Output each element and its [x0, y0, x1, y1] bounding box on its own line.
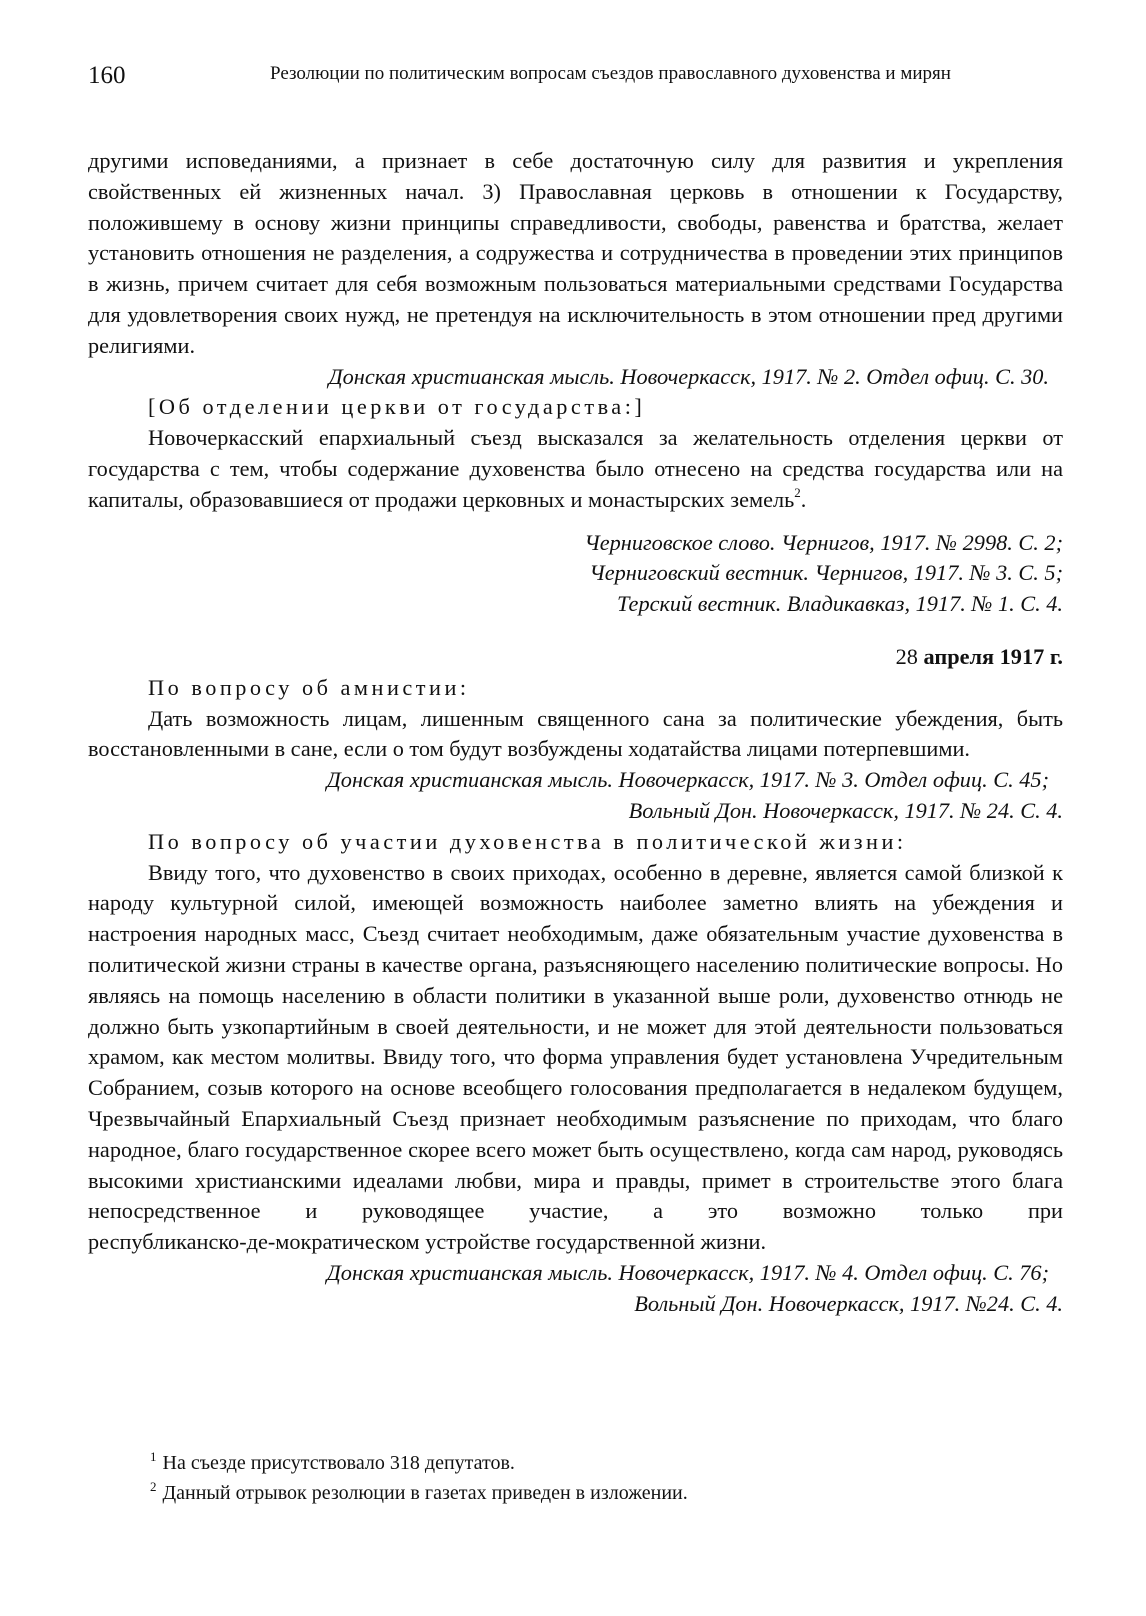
paragraph-continuation: другими исповеданиями, а признает в себе достаточную силу для развития и укрепления свойственных ей жизненных начал. 3) Православная церковь в отношении к Государству, положившему в основу жизни принципы справедливости, свободы, равенства и братства, желает установить отношения не разделения, а содружества и сотрудничества в проведении этих принципов в жизнь, причем считает для себя возможным пользоваться материальными средствами Государства для удовлетворения своих нужд, не претендуя на исключительность в этом отношении пред другими религиями.: [88, 148, 1063, 358]
paragraph-end: республиканско-де-мократическом устройстве государственной жизни.: [88, 1229, 767, 1255]
source-citation: Донская христианская мысль. Новочеркасск, 1917. № 4. Отдел офиц. С. 76;: [326, 1259, 1049, 1285]
paragraph: Дать возможность лицам, лишенным священного сана за политические убеждения, быть восстановленными в сане, если о том будут возбуждены ходатайства лицами потерпевшими.: [88, 705, 1063, 762]
running-title: Резолюции по политическим вопросам съездов православного духовенства и мирян: [270, 63, 951, 84]
source-citation: Донская христианская мысль. Новочеркасск, 1917. № 3. Отдел офиц. С. 45;: [326, 767, 1049, 793]
date-heading: [88, 642, 1063, 673]
footnote-mark: 2: [150, 1479, 157, 1494]
footnote-mark: 1: [150, 1449, 157, 1464]
paragraph-text: Новочеркасский епархиальный съезд высказался за желательность отделения церкви от государства с тем, чтобы содержание духовенства было отнесено на средства государства или на капиталы, образовавшиеся от продажи церковных и монастырских земель: [88, 425, 1063, 512]
paragraph: Ввиду того, что духовенство в своих приходах, особенно в деревне, является самой близкой к народу культурной силой, имеющей возможность наиболее заметно влиять на убеждения и настроения народных масс, Съезд считает необходимым, даже обязательным участие духовенства в политической жизни страны в качестве органа, разъясняющего населению политические вопросы. Но являясь на помощь населению в области политики в указанной выше роли, духовенство отнюдь не должно быть узкопартийным в своей деятельности, и не может для этой деятельности пользоваться храмом, как местом молитвы. Ввиду того, что форма управления будет установлена Учредительным Собранием, созыв которого на основе всеобщего голосования предполагается в недалеком будущем, Чрезвычайный Епархиальный Съезд признает необходимым разъяснение по приходам, что благо народное, благо государственное скорее всего может быть осуществлено, когда сам народ, руководясь высокими христианскими идеалами любви, мира и правды, примет в строительстве этого блага непосредственное и руководящее участие, а это возможно только при: [88, 859, 1063, 1224]
source-citation: Терский вестник. Владикавказ, 1917. № 1. С. 4.: [616, 591, 1063, 617]
source-citation: Черниговское слово. Чернигов, 1917. № 2998. С. 2;: [584, 529, 1063, 555]
date-month-year: апреля 1917 г.: [923, 643, 1063, 669]
footnote-text: На съезде присутствовало 318 депутатов.: [162, 1452, 515, 1474]
section-heading: По вопросу об амнистии:: [148, 674, 470, 700]
date-day: 28: [895, 643, 918, 669]
footnote-text: Данный отрывок резолюции в газетах приведен в изложении.: [162, 1482, 688, 1504]
footnote: [150, 1448, 688, 1478]
paragraph-end: .: [800, 486, 807, 512]
section-heading: По вопросу об участии духовенства в политической жизни:: [148, 828, 907, 854]
section-heading: [Об отделении церкви от государства:]: [148, 394, 646, 420]
source-citation: Донская христианская мысль. Новочеркасск, 1917. № 2. Отдел офиц. С. 30.: [328, 363, 1049, 389]
source-citation: Черниговский вестник. Чернигов, 1917. № 3. С. 5;: [589, 560, 1063, 586]
footnote: [150, 1478, 688, 1508]
source-citation: Вольный Дон. Новочеркасск, 1917. № 24. С. 4.: [628, 797, 1063, 823]
source-citation: Вольный Дон. Новочеркасск, 1917. №24. С. 4.: [634, 1290, 1063, 1316]
main-text: [88, 146, 1063, 1319]
footnotes: [150, 1448, 688, 1508]
paragraph: [88, 423, 1063, 515]
page-number: 160: [88, 62, 126, 89]
footnote-ref: 2: [794, 484, 801, 500]
